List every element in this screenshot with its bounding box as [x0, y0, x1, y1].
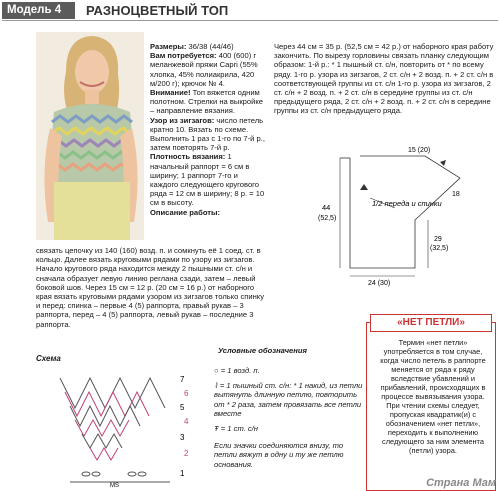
legend-item-dc — [214, 424, 364, 433]
legend-note: Если значки соединяются внизу, то петли вяжут в одну и ту же петлю основания. — [214, 441, 344, 469]
legend-item-chain — [214, 366, 364, 375]
model-photo-illustration — [36, 32, 144, 240]
sizes-value: 36/38 (44/46) — [188, 42, 234, 51]
dim-24: 24 (30) — [368, 280, 391, 287]
zigzag-value: число петель кратно 10. Вязать по схеме. Выполнить 1 раз с 1-го по 7-й р., затем повторять 7-й р. — [150, 115, 265, 153]
watermark: Страна Мам — [426, 477, 496, 489]
materials-label: Вам потребуется: — [150, 51, 217, 61]
header-divider — [2, 20, 498, 21]
ms-label: MS — [110, 483, 119, 488]
puff-symbol-icon: ⌇ — [214, 381, 218, 391]
work-label: Описание работы: — [150, 207, 221, 217]
row-2: 2 — [184, 449, 189, 458]
row-1: 1 — [180, 469, 185, 478]
row-6: 6 — [184, 389, 189, 398]
dim-29: 29 — [434, 236, 442, 243]
attention-label: Внимание! — [150, 88, 191, 98]
attention-value: Топ вяжется одним полотном. Стрелки на выкройке – направление вязания. — [150, 88, 263, 116]
density-label: Плотность вязания: — [150, 152, 226, 162]
legend — [214, 366, 364, 469]
row-5: 5 — [180, 403, 185, 412]
density-value: 1 начальный раппорт = 6 см в ширину; 1 раппорт 7-го и каждого следующего кругового ряда = 12 см в ширину; 8 р. = 10 см в высоту. — [150, 152, 265, 208]
model-photo — [36, 32, 144, 240]
dim-44b: (52,5) — [318, 215, 337, 222]
page-title: РАЗНОЦВЕТНЫЙ ТОП — [86, 3, 229, 18]
dim-18: 18 — [452, 191, 460, 198]
row-3: 3 — [180, 433, 185, 442]
legend-item-dc-text: = 1 ст. с/н — [220, 424, 258, 434]
model-label: Модель 4 — [2, 2, 75, 19]
sizes-label: Размеры: — [150, 42, 187, 51]
row-4: 4 — [184, 417, 189, 426]
dim-44: 44 — [322, 203, 331, 212]
legend-title: Условные обозначения — [218, 346, 307, 355]
chain-symbol-icon: ○ — [214, 366, 219, 375]
zigzag-label: Узор из зигзагов: — [150, 115, 215, 125]
sizes-block — [150, 42, 266, 217]
materials-value: 400 (600) г меланжевой пряжи Capri (55% хлопка, 45% полиакрила, 420 м/200 г); крючок № 4. — [150, 51, 258, 88]
legend-item-puff — [214, 381, 364, 418]
chart-title: Схема — [36, 354, 61, 363]
legend-item-puff-text: = 1 пышный ст. с/н: * 1 накид, из петли вытянуть длинную петлю, повторить от * 2 раза, затем провязать все петли вместе — [214, 381, 363, 418]
row-7: 7 — [180, 375, 185, 384]
no-loop-text: Термин «нет петли» употребляется в том случае, когда число петель в раппорте меняется от ряда к ряду вследствие убавлений и прибавлений, происходящих в процессе вывязывания узора. При чтении схемы следует, пропуская квадратик(и) с обозначением «нет петли», переходить к выполнению следующего за ним элемента (петли) узора. — [380, 338, 486, 455]
no-loop-badge: «НЕТ ПЕТЛИ» — [370, 314, 492, 332]
dc-symbol-icon: Ŧ — [214, 424, 219, 434]
part-label: 1/2 переда и спинки — [372, 199, 442, 208]
crochet-chart — [40, 364, 200, 488]
dim-15: 15 (20) — [408, 147, 431, 154]
pattern-schematic — [300, 138, 490, 288]
work-description: связать цепочку из 140 (160) возд. п. и сомкнуть её 1 соед. ст. в кольцо. Далее вязать круговыми рядами по узору из зигзагов. Начало кругового ряда находится между 2 пышными ст. с/н и сначала образует левую линию реглана сзади, затем – левый боковой шов. Через 15 см = 12 р. (20 см = 16 р.) от наборного края вязать круговыми рядами узором из зигзагов только спинку и перед: спинка – первые 4 (5) раппорта, правый рукав – 3 раппорта, перед – 4 (5) раппорта, левый рукав – последние 3 раппорта. — [36, 246, 264, 329]
continuation-text: Через 44 см = 35 р. (52,5 см = 42 р.) от наборного края работу закончить. По вырезу горловины связать планку следующим образом: 1-й р.: * 1 пышный ст. с/н, повторить от * по всему ряду. 1-го р. узора из зигзагов, 2 ст. с/н + 2 возд. п. + 2 ст. с/н в соответствующей группы из ст. с/н 1-го р. узора из зигзагов, 2 ст. с/н + 2 возд. п. + 2 ст. с/н в середине группы из ст. с/н предыдущего ряда, 2 ст. с/н + 2 возд. п. + 2 ст. с/н в середине группы из ст. с/н предыдущего ряда. — [274, 42, 494, 116]
legend-item-chain-text: = 1 возд. п. — [220, 366, 260, 375]
dim-29b: (32,5) — [430, 245, 449, 252]
